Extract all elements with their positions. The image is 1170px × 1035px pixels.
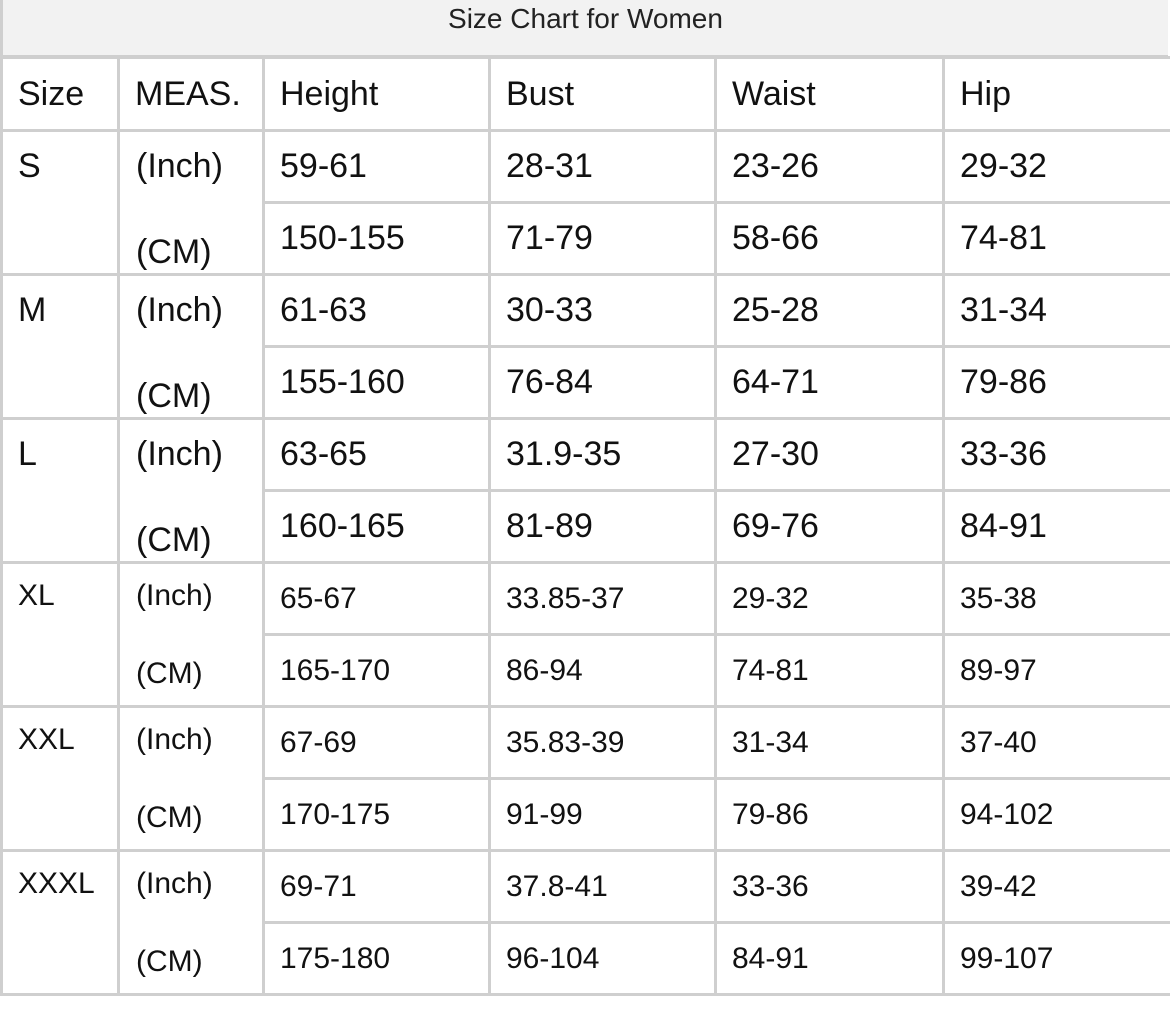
size-label: L — [18, 435, 37, 473]
unit-cm-label: (CM) — [136, 801, 203, 834]
waist-inch: 31-34 — [716, 707, 944, 779]
waist-inch: 33-36 — [716, 851, 944, 923]
bust-inch: 33.85-37 — [490, 563, 716, 635]
waist-inch: 23-26 — [716, 131, 944, 203]
height-cm: 155-160 — [264, 347, 490, 419]
size-cell — [2, 563, 119, 707]
header-row — [2, 58, 1170, 131]
size-label: S — [18, 147, 41, 185]
hip-inch: 35-38 — [944, 563, 1170, 635]
unit-inch-label: (Inch) — [136, 291, 223, 329]
bust-inch: 30-33 — [490, 275, 716, 347]
header-hip: Hip — [944, 58, 1170, 131]
height-inch: 69-71 — [264, 851, 490, 923]
waist-inch: 27-30 — [716, 419, 944, 491]
table-row — [2, 851, 1170, 923]
hip-inch: 37-40 — [944, 707, 1170, 779]
bust-cm: 96-104 — [490, 923, 716, 995]
height-cm: 170-175 — [264, 779, 490, 851]
height-cm: 165-170 — [264, 635, 490, 707]
waist-cm: 69-76 — [716, 491, 944, 563]
chart-title: Size Chart for Women — [0, 0, 1168, 58]
height-cm: 160-165 — [264, 491, 490, 563]
meas-cell — [119, 563, 264, 707]
hip-cm: 89-97 — [944, 635, 1170, 707]
unit-cm-label: (CM) — [136, 945, 203, 978]
table-row — [2, 275, 1170, 347]
bust-cm: 76-84 — [490, 347, 716, 419]
hip-cm: 84-91 — [944, 491, 1170, 563]
hip-cm: 74-81 — [944, 203, 1170, 275]
table-row — [2, 419, 1170, 491]
waist-inch: 25-28 — [716, 275, 944, 347]
bust-inch: 37.8-41 — [490, 851, 716, 923]
header-bust: Bust — [490, 58, 716, 131]
height-inch: 59-61 — [264, 131, 490, 203]
size-label: M — [18, 291, 47, 329]
size-label: XXL — [18, 723, 75, 756]
header-height: Height — [264, 58, 490, 131]
hip-cm: 99-107 — [944, 923, 1170, 995]
bust-cm: 71-79 — [490, 203, 716, 275]
waist-cm: 84-91 — [716, 923, 944, 995]
meas-cell — [119, 707, 264, 851]
meas-cell — [119, 275, 264, 419]
unit-cm-label: (CM) — [136, 521, 212, 559]
height-cm: 150-155 — [264, 203, 490, 275]
header-waist: Waist — [716, 58, 944, 131]
bust-cm: 81-89 — [490, 491, 716, 563]
size-table — [0, 56, 1170, 996]
size-cell — [2, 275, 119, 419]
hip-cm: 94-102 — [944, 779, 1170, 851]
unit-cm-label: (CM) — [136, 657, 203, 690]
size-cell — [2, 131, 119, 275]
bust-inch: 35.83-39 — [490, 707, 716, 779]
size-cell — [2, 707, 119, 851]
height-inch: 65-67 — [264, 563, 490, 635]
table-row — [2, 131, 1170, 203]
waist-cm: 64-71 — [716, 347, 944, 419]
bust-inch: 31.9-35 — [490, 419, 716, 491]
hip-inch: 31-34 — [944, 275, 1170, 347]
hip-cm: 79-86 — [944, 347, 1170, 419]
size-label: XXXL — [18, 867, 95, 900]
hip-inch: 33-36 — [944, 419, 1170, 491]
height-cm: 175-180 — [264, 923, 490, 995]
unit-cm-label: (CM) — [136, 377, 212, 415]
waist-cm: 74-81 — [716, 635, 944, 707]
waist-cm: 79-86 — [716, 779, 944, 851]
waist-inch: 29-32 — [716, 563, 944, 635]
height-inch: 67-69 — [264, 707, 490, 779]
meas-cell — [119, 419, 264, 563]
meas-cell — [119, 131, 264, 275]
table-row — [2, 707, 1170, 779]
size-label: XL — [18, 579, 55, 612]
size-cell — [2, 419, 119, 563]
hip-inch: 29-32 — [944, 131, 1170, 203]
meas-cell — [119, 851, 264, 995]
height-inch: 61-63 — [264, 275, 490, 347]
bust-cm: 91-99 — [490, 779, 716, 851]
bust-cm: 86-94 — [490, 635, 716, 707]
bust-inch: 28-31 — [490, 131, 716, 203]
hip-inch: 39-42 — [944, 851, 1170, 923]
unit-inch-label: (Inch) — [136, 579, 213, 612]
unit-inch-label: (Inch) — [136, 723, 213, 756]
table-row — [2, 563, 1170, 635]
waist-cm: 58-66 — [716, 203, 944, 275]
unit-inch-label: (Inch) — [136, 435, 223, 473]
header-meas: MEAS. — [119, 58, 264, 131]
size-cell — [2, 851, 119, 995]
height-inch: 63-65 — [264, 419, 490, 491]
unit-inch-label: (Inch) — [136, 867, 213, 900]
unit-inch-label: (Inch) — [136, 147, 223, 185]
unit-cm-label: (CM) — [136, 233, 212, 271]
header-size: Size — [2, 58, 119, 131]
